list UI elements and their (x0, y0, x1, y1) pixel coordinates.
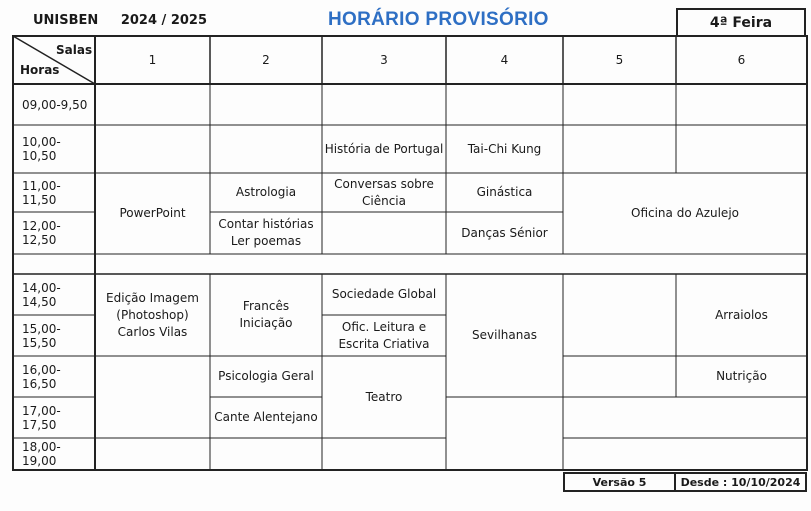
class-line: Conversas sobre (334, 176, 434, 191)
room-header-4: 4 (500, 53, 509, 67)
class-line: (Photoshop) (116, 307, 189, 322)
room-header-2: 2 (262, 53, 270, 67)
class-nutricao: Nutrição (716, 369, 767, 383)
hour-slot: 10,00-10,50 (22, 135, 61, 163)
hour-slot: 14,00-14,50 (22, 280, 61, 309)
hour-slot: 17,00-17,50 (22, 403, 61, 432)
class-line: Carlos Vilas (117, 324, 188, 339)
class-frances (210, 274, 322, 356)
version-label: Versão 5 (563, 472, 676, 492)
class-astrologia: Astrologia (235, 185, 297, 199)
class-sevilhanas: Sevilhanas (472, 328, 537, 342)
class-line: Francês (242, 299, 290, 313)
class-powerpoint: PowerPoint (119, 206, 186, 220)
class-edicao-imagem (95, 274, 210, 356)
class-historia-portugal: História de Portugal (324, 141, 444, 156)
class-cante-alentejano: Cante Alentejano (214, 410, 318, 424)
room-header-1: 1 (148, 53, 157, 67)
since-date: Desde : 10/10/2024 (674, 472, 807, 492)
class-oficina-azulejo: Oficina do Azulejo (631, 206, 739, 220)
room-header-6: 6 (737, 53, 746, 67)
corner-hours-label: Horas (20, 63, 60, 77)
hour-slot: 12,00-12,50 (22, 219, 61, 247)
room-header-5: 5 (615, 53, 624, 67)
class-dancas-senior: Danças Sénior (461, 225, 548, 240)
room-header-3: 3 (380, 53, 388, 67)
class-line: Ler poemas (230, 234, 302, 248)
hour-slot: 18,00-19,00 (22, 440, 61, 468)
weekday-label: 4ª Feira (676, 8, 806, 36)
class-line: Iniciação (239, 316, 293, 330)
class-line: Ciência (362, 193, 406, 208)
class-line: Contar histórias (218, 217, 314, 231)
hour-slot: 09,00-9,50 (22, 97, 88, 112)
hour-slot: 15,00-15,50 (22, 321, 61, 350)
class-arraiolos: Arraiolos (715, 307, 768, 322)
class-contar-historias (210, 212, 322, 254)
class-psicologia-geral: Psicologia Geral (218, 369, 314, 383)
hour-slot: 16,00-16,50 (22, 362, 61, 391)
class-line: Escrita Criativa (338, 336, 430, 351)
class-line: Edição Imagem (106, 290, 199, 305)
institution-name: UNISBEN (33, 13, 99, 28)
hour-slot: 11,00-11,50 (22, 178, 61, 207)
corner-rooms-label: Salas (56, 43, 93, 57)
class-tai-chi: Tai-Chi Kung (467, 141, 542, 156)
class-oficina-leitura (322, 315, 446, 356)
class-ginastica: Ginástica (476, 185, 533, 199)
class-conversas-ciencia (322, 173, 446, 212)
page-title: HORÁRIO PROVISÓRIO (328, 9, 549, 30)
class-sociedade-global: Sociedade Global (331, 287, 437, 301)
school-year: 2024 / 2025 (120, 13, 208, 28)
class-line: Ofic. Leitura e (341, 319, 427, 334)
class-teatro: Teatro (365, 389, 403, 404)
